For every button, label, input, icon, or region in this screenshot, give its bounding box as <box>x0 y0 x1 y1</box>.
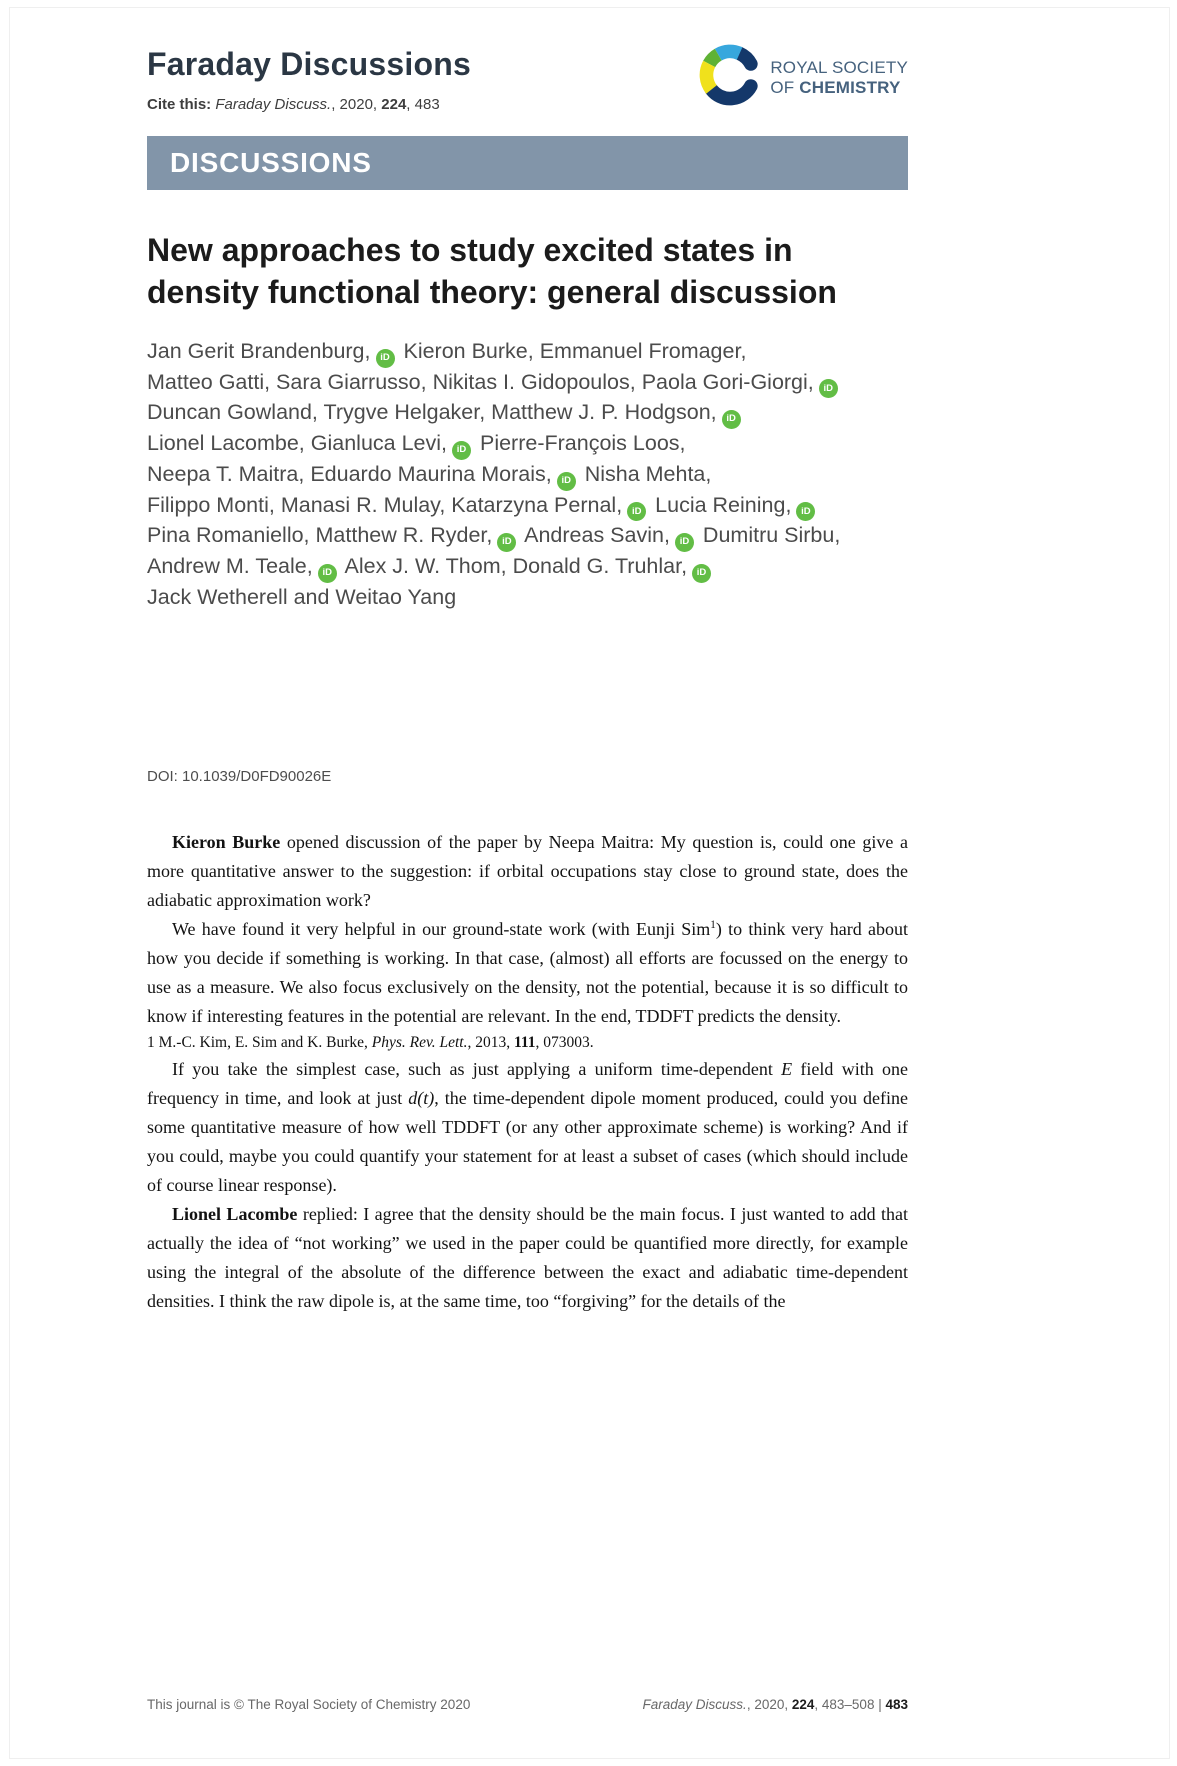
rsc-logo-icon <box>699 44 761 111</box>
body-paragraph-3: If you take the simplest case, such as just applying a uniform time-dependent E field with one frequency in time, and look at just d(t), the time-dependent dipole moment produced, could you define some quantitative measure of how well TDDFT (or any other approximate scheme) is working? And if you could, maybe you could quantify your statement for at least a subset of cases (which should include of course linear response). <box>147 1059 908 1196</box>
rsc-logo-line2: OF CHEMISTRY <box>770 77 901 97</box>
footer-copyright: This journal is © The Royal Society of Chemistry 2020 <box>147 1697 471 1712</box>
orcid-icon[interactable]: iD <box>819 379 838 398</box>
author-line: Jan Gerit Brandenburg, iD Kieron Burke, Emmanuel Fromager, <box>147 337 908 368</box>
author-line: Andrew M. Teale, iD Alex J. W. Thom, Donald G. Truhlar, iD <box>147 552 908 583</box>
orcid-icon[interactable]: iD <box>675 533 694 552</box>
author-line: Duncan Gowland, Trygve Helgaker, Matthew J. P. Hodgson, iD <box>147 398 908 429</box>
author-line: Jack Wetherell and Weitao Yang <box>147 584 457 609</box>
author-line: Neepa T. Maitra, Eduardo Maurina Morais, iD Nisha Mehta, <box>147 460 908 491</box>
author-line: Lionel Lacombe, Gianluca Levi, iD Pierre-François Loos, <box>147 429 908 460</box>
discussions-banner-label: DISCUSSIONS <box>170 147 372 178</box>
body-paragraph-4: Lionel Lacombe replied: I agree that the density should be the main focus. I just wanted to add that actually the idea of “not working” we used in the paper could be quantified more directly, for example using the integral of the absolute of the difference between the exact and adiabatic time-dependent densities. I think the raw dipole is, at the same time, too “forgiving” for the details of the <box>147 1204 909 1312</box>
reference-item: 1 M.-C. Kim, E. Sim and K. Burke, Phys. Rev. Lett., 2013, 111, 073003. <box>147 1034 594 1052</box>
rsc-logo-line1: ROYAL SOCIETY <box>770 57 908 77</box>
author-line: Filippo Monti, Manasi R. Mulay, Katarzyna Pernal, iD Lucia Reining, iD <box>147 491 908 522</box>
body-paragraph-1: Kieron Burke opened discussion of the paper by Neepa Maitra: My question is, could one give a more quantitative answer to the suggestion: if orbital occupations stay close to ground state, does the adiabatic approximation work? <box>147 832 908 911</box>
page-footer <box>147 1697 908 1712</box>
rsc-logo <box>699 44 908 111</box>
orcid-icon[interactable]: iD <box>627 502 646 521</box>
orcid-icon[interactable]: iD <box>722 410 741 429</box>
discussions-banner <box>147 136 908 190</box>
journal-title: Faraday Discussions <box>147 46 471 82</box>
author-list <box>147 337 908 611</box>
doi-text: DOI: 10.1039/D0FD90026E <box>147 768 332 786</box>
body-paragraph-2: We have found it very helpful in our ground-state work (with Eunji Sim$^1$) to think very hard about how you decide if something is working. In that case, (almost) all efforts are focussed on the energy to use as a measure. We also focus exclusively on the density, not the potential, because it is so difficult to know if interesting features in the potential are relevant. In the end, TDDFT predicts the density. <box>147 919 908 1027</box>
article-title: New approaches to study excited states in density functional theory: general discussion <box>147 232 837 310</box>
cite-line: Cite this: Faraday Discuss., 2020, 224, 483 <box>147 96 440 113</box>
orcid-icon[interactable]: iD <box>376 349 395 368</box>
orcid-icon[interactable]: iD <box>557 472 576 491</box>
orcid-icon[interactable]: iD <box>796 502 815 521</box>
article-body <box>147 828 908 1316</box>
author-line: Matteo Gatti, Sara Giarrusso, Nikitas I. Gidopoulos, Paola Gori-Giorgi, iD <box>147 368 908 399</box>
rsc-logo-text <box>770 58 908 98</box>
orcid-icon[interactable]: iD <box>497 533 516 552</box>
orcid-icon[interactable]: iD <box>692 564 711 583</box>
orcid-icon[interactable]: iD <box>318 564 337 583</box>
page-content <box>147 0 908 1316</box>
author-line: Pina Romaniello, Matthew R. Ryder, iD Andreas Savin, iD Dumitru Sirbu, <box>147 521 908 552</box>
orcid-icon[interactable]: iD <box>452 441 471 460</box>
footer-citation: Faraday Discuss., 2020, 224, 483–508 | 483 <box>642 1697 908 1712</box>
